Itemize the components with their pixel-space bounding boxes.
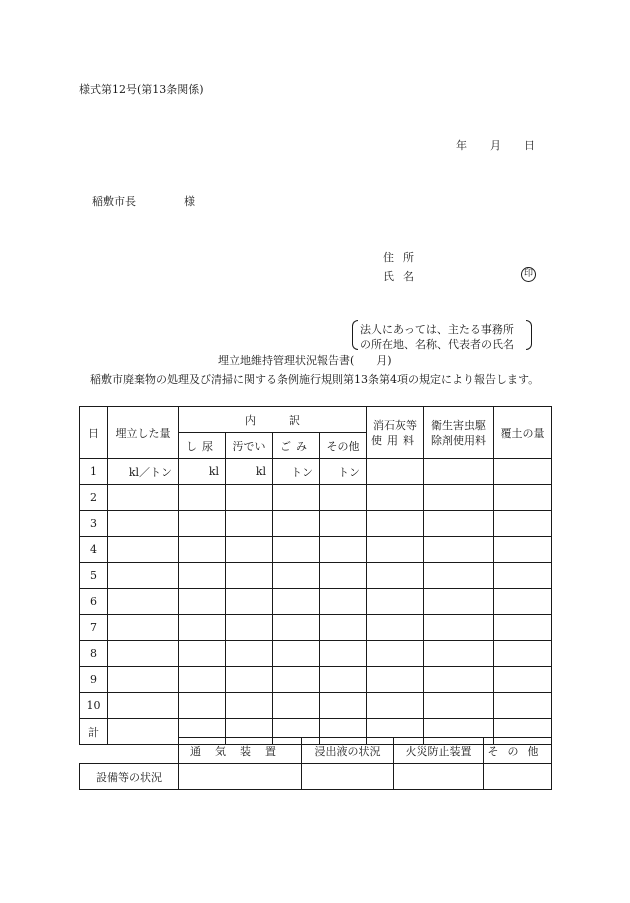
table-cell[interactable] [108, 485, 179, 511]
name-label: 氏名 [383, 270, 423, 283]
table-cell[interactable] [394, 764, 484, 790]
table-cell[interactable] [273, 693, 320, 719]
table-cell[interactable] [320, 511, 367, 537]
corporation-note-line-2: の所在地、名称、代表者の氏名 [360, 338, 514, 351]
table-cell[interactable] [367, 511, 424, 537]
form-number: 様式第12号(第13条関係) [79, 83, 204, 96]
left-bracket [352, 320, 358, 350]
address-label: 住所 [383, 251, 423, 264]
day-number: 5 [80, 563, 108, 589]
table-cell[interactable] [108, 563, 179, 589]
date-day-label: 日 [524, 139, 535, 152]
header-pesticide-usage-line-2: 除剤使用料 [431, 433, 486, 447]
table-cell[interactable] [226, 641, 273, 667]
table-cell[interactable] [424, 485, 494, 511]
day-number: 9 [80, 667, 108, 693]
seal-icon: 印 [521, 267, 536, 282]
table-cell[interactable] [494, 459, 552, 485]
addressee-honorific: 様 [184, 195, 195, 208]
table-cell[interactable] [108, 667, 179, 693]
table-cell[interactable] [108, 641, 179, 667]
header-fire-prevention: 火災防止装置 [394, 738, 484, 764]
header-ventilation: 通気装置 [179, 738, 302, 764]
day-number: 7 [80, 615, 108, 641]
table-cell[interactable] [273, 615, 320, 641]
table-cell[interactable] [424, 511, 494, 537]
table-cell[interactable] [367, 641, 424, 667]
header-pesticide-usage-line-1: 衛生害虫駆 [431, 418, 486, 432]
table-row [80, 667, 552, 693]
table-cell[interactable] [226, 589, 273, 615]
table-cell[interactable] [302, 764, 394, 790]
table-cell[interactable] [320, 641, 367, 667]
table-cell[interactable] [108, 537, 179, 563]
header-lime-usage-line-2: 使用料 [371, 433, 419, 447]
table-cell[interactable] [320, 485, 367, 511]
date-month-label: 月 [490, 139, 501, 152]
day-number: 4 [80, 537, 108, 563]
table-cell[interactable] [494, 667, 552, 693]
unit-other[interactable]: トン [320, 459, 367, 485]
table-row [80, 537, 552, 563]
table-cell[interactable] [179, 615, 226, 641]
table-row [80, 589, 552, 615]
date-year-label: 年 [456, 139, 467, 152]
table-cell[interactable] [226, 485, 273, 511]
table-cell[interactable] [273, 537, 320, 563]
table-cell[interactable] [108, 615, 179, 641]
table-cell[interactable] [108, 693, 179, 719]
addressee: 稲敷市長 [92, 195, 136, 208]
table-row [80, 511, 552, 537]
table-cell[interactable] [273, 667, 320, 693]
corporation-note [352, 320, 532, 350]
table-cell[interactable] [494, 511, 552, 537]
table-cell[interactable] [320, 693, 367, 719]
table-cell[interactable] [367, 589, 424, 615]
unit-night-soil[interactable]: kl [179, 459, 226, 485]
table-cell[interactable] [226, 667, 273, 693]
header-lime-usage [367, 407, 424, 459]
table-cell[interactable] [273, 563, 320, 589]
table-cell[interactable] [179, 693, 226, 719]
table-cell[interactable] [494, 563, 552, 589]
total-label: 計 [80, 719, 108, 745]
table-cell[interactable] [494, 693, 552, 719]
table-cell[interactable] [226, 511, 273, 537]
table-cell[interactable] [179, 589, 226, 615]
table-row [80, 693, 552, 719]
table-cell[interactable] [494, 537, 552, 563]
table-cell[interactable] [179, 537, 226, 563]
table-cell[interactable] [367, 563, 424, 589]
table-cell[interactable] [320, 667, 367, 693]
table-cell[interactable] [367, 485, 424, 511]
day-number: 8 [80, 641, 108, 667]
table-cell[interactable] [367, 667, 424, 693]
table-cell[interactable] [179, 485, 226, 511]
day-number: 6 [80, 589, 108, 615]
table-cell[interactable] [367, 693, 424, 719]
table-cell[interactable] [320, 537, 367, 563]
day-number: 2 [80, 485, 108, 511]
table-cell[interactable] [424, 563, 494, 589]
unit-sludge[interactable]: kl [226, 459, 273, 485]
table-row [80, 764, 552, 790]
table-cell[interactable] [424, 693, 494, 719]
table-cell[interactable] [494, 615, 552, 641]
header-day: 日 [80, 407, 108, 459]
table-cell[interactable] [424, 589, 494, 615]
equipment-status-label: 設備等の状況 [80, 764, 179, 790]
header-night-soil: し尿 [179, 433, 226, 459]
table-cell[interactable] [226, 615, 273, 641]
day-number: 3 [80, 511, 108, 537]
table-row [80, 615, 552, 641]
table-cell[interactable] [484, 764, 552, 790]
table-cell[interactable] [494, 589, 552, 615]
right-bracket [526, 320, 532, 350]
header-other: その他 [320, 433, 367, 459]
table-cell[interactable] [226, 563, 273, 589]
header-sludge: 汚でい [226, 433, 273, 459]
header-landfill-amount: 埋立した量 [108, 407, 179, 459]
corporation-note-line-1: 法人にあっては、主たる事務所 [360, 323, 514, 336]
table-cell[interactable] [273, 511, 320, 537]
table-cell[interactable] [108, 589, 179, 615]
table-cell[interactable] [424, 667, 494, 693]
table-cell[interactable] [108, 511, 179, 537]
table-cell[interactable] [424, 615, 494, 641]
header-lime-usage-line-1: 消石灰等 [373, 418, 417, 432]
landfill-table [79, 406, 552, 745]
table-cell[interactable] [273, 485, 320, 511]
table-cell[interactable] [424, 641, 494, 667]
table-cell[interactable] [424, 537, 494, 563]
table-cell[interactable] [494, 641, 552, 667]
unit-landfill[interactable]: kl／トン [108, 459, 179, 485]
equipment-table [79, 737, 552, 790]
table-cell[interactable] [179, 563, 226, 589]
table-cell[interactable] [273, 589, 320, 615]
report-title: 埋立地維持管理状況報告書( 月) [218, 354, 392, 367]
header-leachate: 浸出液の状況 [302, 738, 394, 764]
day-number: 10 [80, 693, 108, 719]
table-cell[interactable] [320, 589, 367, 615]
table-row [80, 459, 552, 485]
day-number: 1 [80, 459, 108, 485]
header-equipment-other: その他 [484, 738, 552, 764]
table-cell[interactable] [179, 764, 302, 790]
table-cell[interactable] [179, 641, 226, 667]
table-cell[interactable] [226, 693, 273, 719]
header-soil-cover: 覆土の量 [494, 407, 552, 459]
table-cell[interactable] [179, 667, 226, 693]
table-cell[interactable] [320, 563, 367, 589]
table-cell[interactable] [367, 537, 424, 563]
table-cell[interactable] [320, 615, 367, 641]
report-body: 稲敷市廃棄物の処理及び清掃に関する条例施行規則第13条第4項の規定により報告します。 [90, 373, 540, 386]
header-garbage: ごみ [273, 433, 320, 459]
header-breakdown: 内 訳 [179, 407, 367, 433]
table-row [80, 485, 552, 511]
table-row [80, 641, 552, 667]
table-cell[interactable] [367, 459, 424, 485]
unit-garbage[interactable]: トン [273, 459, 320, 485]
table-cell[interactable] [367, 615, 424, 641]
table-cell[interactable] [494, 485, 552, 511]
table-cell[interactable] [179, 511, 226, 537]
table-cell[interactable] [424, 459, 494, 485]
equipment-header-blank [80, 738, 179, 764]
table-cell[interactable] [273, 641, 320, 667]
header-pesticide-usage [424, 407, 494, 459]
table-row [80, 563, 552, 589]
table-cell[interactable] [226, 537, 273, 563]
